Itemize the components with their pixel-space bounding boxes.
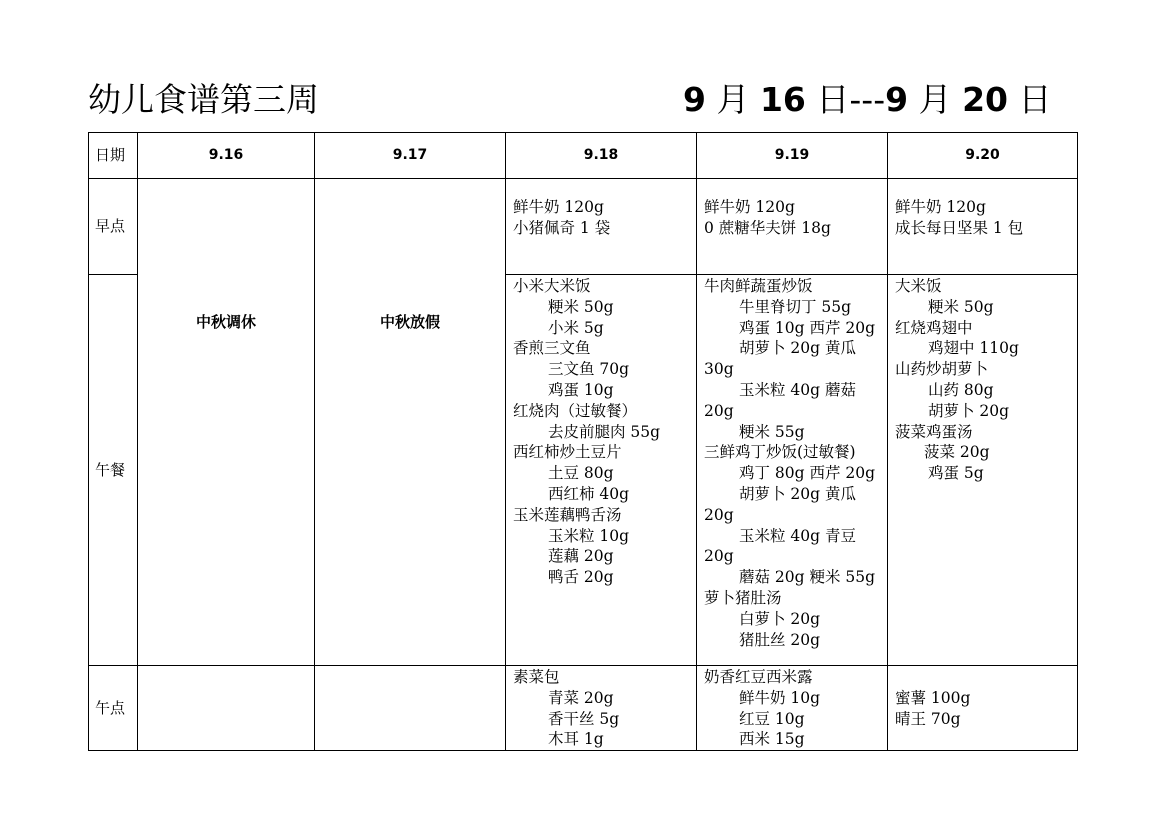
row-label-snack: 午点 xyxy=(89,666,138,751)
page-title: 幼儿食谱第三周 xyxy=(88,80,319,119)
ingredient-line: 猪肚丝 20g xyxy=(739,630,821,649)
dish-name: 奶香红豆西米露 xyxy=(704,668,813,686)
dish-name: 香煎三文鱼 xyxy=(513,339,591,358)
ingredient-line: 20g xyxy=(704,505,734,524)
row-label-breakfast: 早点 xyxy=(89,179,138,275)
dish-name: 红烧肉（过敏餐） xyxy=(513,401,638,420)
lunch-cell-9-18 xyxy=(506,275,697,666)
ingredient-line: 三文鱼 70g xyxy=(548,360,630,379)
date-range-unit-day-sep: 日--- xyxy=(805,80,886,119)
snack-row xyxy=(89,666,1078,751)
breakfast-row xyxy=(89,179,1078,275)
breakfast-cell-9-19 xyxy=(697,179,888,275)
ingredient-line: 鸡翅中 110g xyxy=(928,339,1019,358)
header-date-9-17: 9.17 xyxy=(315,133,506,179)
dish-name: 山药炒胡萝卜 xyxy=(895,360,989,379)
ingredient-line: 鸡丁 80g 西芹 20g xyxy=(739,464,876,483)
row-label-lunch: 午餐 xyxy=(89,275,138,666)
dish-name: 素菜包 xyxy=(513,668,560,686)
header-date-9-18: 9.18 xyxy=(506,133,697,179)
dish-name: 小米大米饭 xyxy=(513,277,591,295)
ingredient-line: 蘑菇 20g 粳米 55g xyxy=(739,568,876,587)
snack-cell-9-18 xyxy=(506,666,697,751)
holiday-cell-9-16: 中秋调休 xyxy=(138,179,315,666)
ingredient-line: 木耳 1g xyxy=(548,730,604,749)
ingredient-line: 去皮前腿肉 55g xyxy=(548,422,661,441)
header-corner-label: 日期 xyxy=(89,133,138,179)
menu-line: 0 蔗糖华夫饼 18g xyxy=(704,218,831,237)
dish-name: 西红柿炒土豆片 xyxy=(513,443,622,462)
header-date-9-20: 9.20 xyxy=(888,133,1078,179)
ingredient-line: 玉米粒 40g 青豆 xyxy=(739,526,856,545)
ingredient-line: 香干丝 5g xyxy=(548,709,620,728)
menu-line: 鲜牛奶 120g xyxy=(513,198,604,216)
ingredient-line: 胡萝卜 20g 黄瓜 xyxy=(739,484,856,503)
dish-name: 大米饭 xyxy=(895,277,942,295)
ingredient-line: 山药 80g xyxy=(928,380,994,399)
ingredient-line: 菠菜 20g xyxy=(924,443,990,462)
ingredient-line: 鸡蛋 10g xyxy=(548,380,614,399)
ingredient-line: 土豆 80g xyxy=(548,464,614,483)
ingredient-line: 莲藕 20g xyxy=(548,547,614,566)
snack-item: 晴王 70g xyxy=(895,709,961,728)
ingredient-line: 粳米 55g xyxy=(739,422,805,441)
menu-table xyxy=(88,132,1078,751)
menu-line: 成长每日坚果 1 包 xyxy=(895,218,1024,237)
ingredient-line: 西米 15g xyxy=(739,730,805,749)
ingredient-line: 粳米 50g xyxy=(548,297,614,316)
spacer xyxy=(895,667,1071,688)
ingredient-line: 鸡蛋 5g xyxy=(928,464,984,483)
menu-line: 鲜牛奶 120g xyxy=(704,198,795,216)
menu-line: 小猪佩奇 1 袋 xyxy=(513,218,611,237)
date-range-day-start: 16 xyxy=(759,80,806,119)
snack-cell-9-20 xyxy=(888,666,1078,751)
dish-name: 玉米莲藕鸭舌汤 xyxy=(513,505,622,524)
lunch-cell-9-20 xyxy=(888,275,1078,666)
date-range-month-end: 9 xyxy=(885,80,909,119)
snack-cell-9-17 xyxy=(315,666,506,751)
lunch-cell-9-19 xyxy=(697,275,888,666)
ingredient-line: 胡萝卜 20g xyxy=(928,401,1010,420)
ingredient-line: 20g xyxy=(704,547,734,566)
date-range-day-end: 20 xyxy=(962,80,1008,119)
breakfast-cell-9-20 xyxy=(888,179,1078,275)
snack-item: 蜜薯 100g xyxy=(895,689,971,707)
menu-line: 鲜牛奶 120g xyxy=(895,198,986,216)
dish-name: 牛肉鲜蔬蛋炒饭 xyxy=(704,277,813,295)
ingredient-line: 粳米 50g xyxy=(928,297,994,316)
header-row xyxy=(89,133,1078,179)
ingredient-line: 20g xyxy=(704,401,734,420)
ingredient-line: 30g xyxy=(704,360,734,379)
ingredient-line: 西红柿 40g xyxy=(548,484,630,503)
ingredient-line: 牛里脊切丁 55g xyxy=(739,297,852,316)
ingredient-line: 玉米粒 40g 蘑菇 xyxy=(739,380,856,399)
header-date-9-19: 9.19 xyxy=(697,133,888,179)
header-date-9-16: 9.16 xyxy=(138,133,315,179)
date-range-unit-month: 月 xyxy=(705,80,760,119)
date-range-month-start: 9 xyxy=(683,80,706,119)
date-range xyxy=(683,78,1052,122)
snack-cell-9-16 xyxy=(138,666,315,751)
snack-cell-9-19 xyxy=(697,666,888,751)
date-range-unit-month-end: 月 xyxy=(908,80,963,119)
date-range-unit-day-end: 日 xyxy=(1008,80,1052,119)
ingredient-line: 胡萝卜 20g 黄瓜 xyxy=(739,339,856,358)
ingredient-line: 小米 5g xyxy=(548,318,604,337)
holiday-cell-9-17: 中秋放假 xyxy=(315,179,506,666)
dish-name: 萝卜猪肚汤 xyxy=(704,588,782,607)
dish-name: 红烧鸡翅中 xyxy=(895,318,973,337)
ingredient-line: 白萝卜 20g xyxy=(739,609,821,628)
dish-name: 菠菜鸡蛋汤 xyxy=(895,422,973,441)
ingredient-line: 玉米粒 10g xyxy=(548,526,630,545)
ingredient-line: 鸡蛋 10g 西芹 20g xyxy=(739,318,876,337)
ingredient-line: 红豆 10g xyxy=(739,709,805,728)
dish-name: 三鲜鸡丁炒饭(过敏餐) xyxy=(704,443,856,462)
breakfast-cell-9-18 xyxy=(506,179,697,275)
ingredient-line: 鸭舌 20g xyxy=(548,568,614,587)
ingredient-line: 青菜 20g xyxy=(548,688,614,707)
ingredient-line: 鲜牛奶 10g xyxy=(739,688,821,707)
